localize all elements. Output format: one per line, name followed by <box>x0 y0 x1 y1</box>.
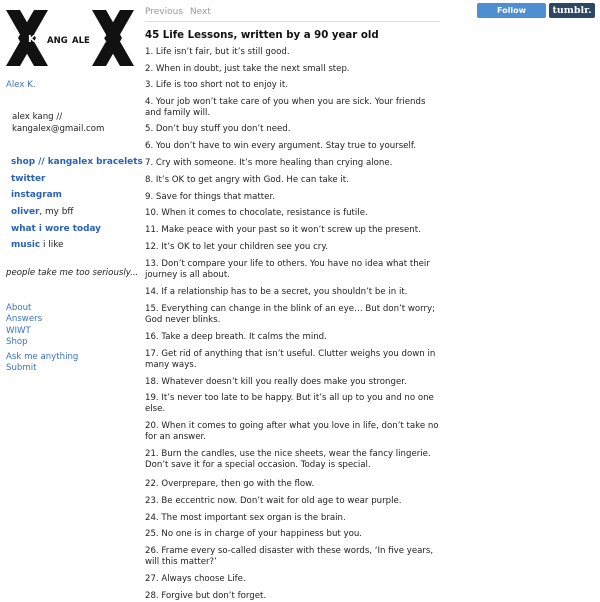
blog-description <box>12 112 132 135</box>
lesson-item: 21. Burn the candles, use the nice sheets, wear the fancy lingerie. Don’t save it for a special occasion. Today is special. <box>145 449 431 471</box>
sidebar-item-music <box>11 239 143 256</box>
sidebar-quote: people take me too seriously... <box>6 268 139 278</box>
instagram-link[interactable]: instagram <box>11 190 62 201</box>
lesson-item: 18. Whatever doesn’t kill you really does make you stronger. <box>145 377 407 387</box>
lesson-item: 6. You don’t have to win every argument. Stay true to yourself. <box>145 141 416 151</box>
lesson-item: 25. No one is in charge of your happiness but you. <box>145 529 363 539</box>
lesson-item: 28. Forgive but don’t forget. <box>145 591 267 601</box>
lesson-item: 1. Life isn’t fair, but it’s still good. <box>145 47 290 57</box>
lesson-item: 10. When it comes to chocolate, resistance is futile. <box>145 208 368 218</box>
sidebar-links <box>11 156 143 256</box>
music-link[interactable]: music <box>11 240 41 251</box>
lesson-item: 22. Overprepare, then go with the flow. <box>145 479 315 489</box>
lesson-item: 11. Make peace with your past so it won’t screw up the present. <box>145 225 421 235</box>
lesson-item: 20. When it comes to going after what you love in life, don’t take no for an answer. <box>145 421 439 443</box>
lesson-item: 27. Always choose Life. <box>145 574 246 584</box>
pager <box>145 6 215 18</box>
lesson-item: 13. Don’t compare your life to others. You have no idea what their journey is all about. <box>145 259 430 281</box>
lesson-item: 3. Life is too short not to enjoy it. <box>145 80 289 90</box>
lesson-item: 24. The most important sex organ is the brain. <box>145 513 346 523</box>
sidebar-nav <box>6 303 42 348</box>
lesson-item: 19. It’s never too late to be happy. But it’s all up to you and no one else. <box>145 393 434 415</box>
logo-letters-ang: ANG <box>47 36 68 46</box>
lesson-item: 8. It’s OK to get angry with God. He can take it. <box>145 175 349 185</box>
lesson-item: 14. If a relationship has to be a secret, you shouldn’t be in it. <box>145 287 408 297</box>
lesson-item: 7. Cry with someone. It’s more healing than crying alone. <box>145 158 393 168</box>
sidebar-item-shop <box>11 156 143 173</box>
logo-letter-k: K <box>28 34 36 45</box>
follow-button[interactable]: Follow kangalex <box>477 3 546 18</box>
what-i-wore-today-link[interactable]: what i wore today <box>11 223 101 234</box>
sidebar-item-twitter <box>11 173 143 190</box>
logo-letter-x: X <box>99 34 107 45</box>
shop-link[interactable]: shop // kangalex bracelets <box>11 157 143 167</box>
lesson-item: 17. Get rid of anything that isn’t useful. Clutter weighs you down in many ways. <box>145 349 436 371</box>
blog-author-link[interactable]: Alex K. <box>6 80 36 90</box>
lesson-item: 23. Be eccentric now. Don’t wait for old age to wear purple. <box>145 496 402 506</box>
lesson-item: 2. When in doubt, just take the next small step. <box>145 64 350 74</box>
oliver-link[interactable]: oliver <box>11 207 40 218</box>
lesson-item: 4. Your job won’t take care of you when you are sick. Your friends and family will. <box>145 97 426 119</box>
sidebar-nav-secondary <box>6 352 78 375</box>
nav-ask[interactable]: Ask me anything <box>6 352 79 362</box>
post-title: 45 Life Lessons, written by a 90 year old <box>145 30 379 41</box>
nav-answers[interactable]: Answers <box>6 314 43 325</box>
link-suffix: , my bff <box>39 207 74 218</box>
next-link[interactable]: Next <box>189 7 211 17</box>
nav-submit[interactable]: Submit <box>6 363 37 374</box>
nav-about[interactable]: About <box>6 303 32 313</box>
lesson-item: 5. Don’t buy stuff you don’t need. <box>145 124 291 134</box>
description-line: alex kang // <box>12 112 63 122</box>
sidebar-item-oliver <box>11 206 143 223</box>
lesson-item: 26. Frame every so-called disaster with these words, ‘In five years, will this matter?’ <box>145 546 434 568</box>
sidebar-item-wiwt <box>11 223 143 240</box>
twitter-link[interactable]: twitter <box>11 173 46 184</box>
lesson-item: 9. Save for things that matter. <box>145 192 275 202</box>
kangalex-logo[interactable] <box>6 10 134 66</box>
header-divider <box>145 21 440 22</box>
logo-letters-ale: ALE <box>72 36 90 46</box>
lesson-item: 12. It’s OK to let your children see you cry. <box>145 242 328 252</box>
lesson-item: 15. Everything can change in the blink of an eye… But don’t worry; God never blinks. <box>145 304 436 326</box>
previous-link[interactable]: Previous <box>145 7 184 17</box>
sidebar-item-instagram <box>11 189 143 206</box>
tumblr-button[interactable]: tumblr. <box>549 3 595 18</box>
description-email: kangalex@gmail.com <box>12 123 105 134</box>
nav-wiwt[interactable]: WIWT <box>6 325 31 336</box>
link-suffix: i like <box>40 240 64 251</box>
lesson-item: 16. Take a deep breath. It calms the mind. <box>145 332 327 342</box>
nav-shop[interactable]: Shop <box>6 336 28 347</box>
